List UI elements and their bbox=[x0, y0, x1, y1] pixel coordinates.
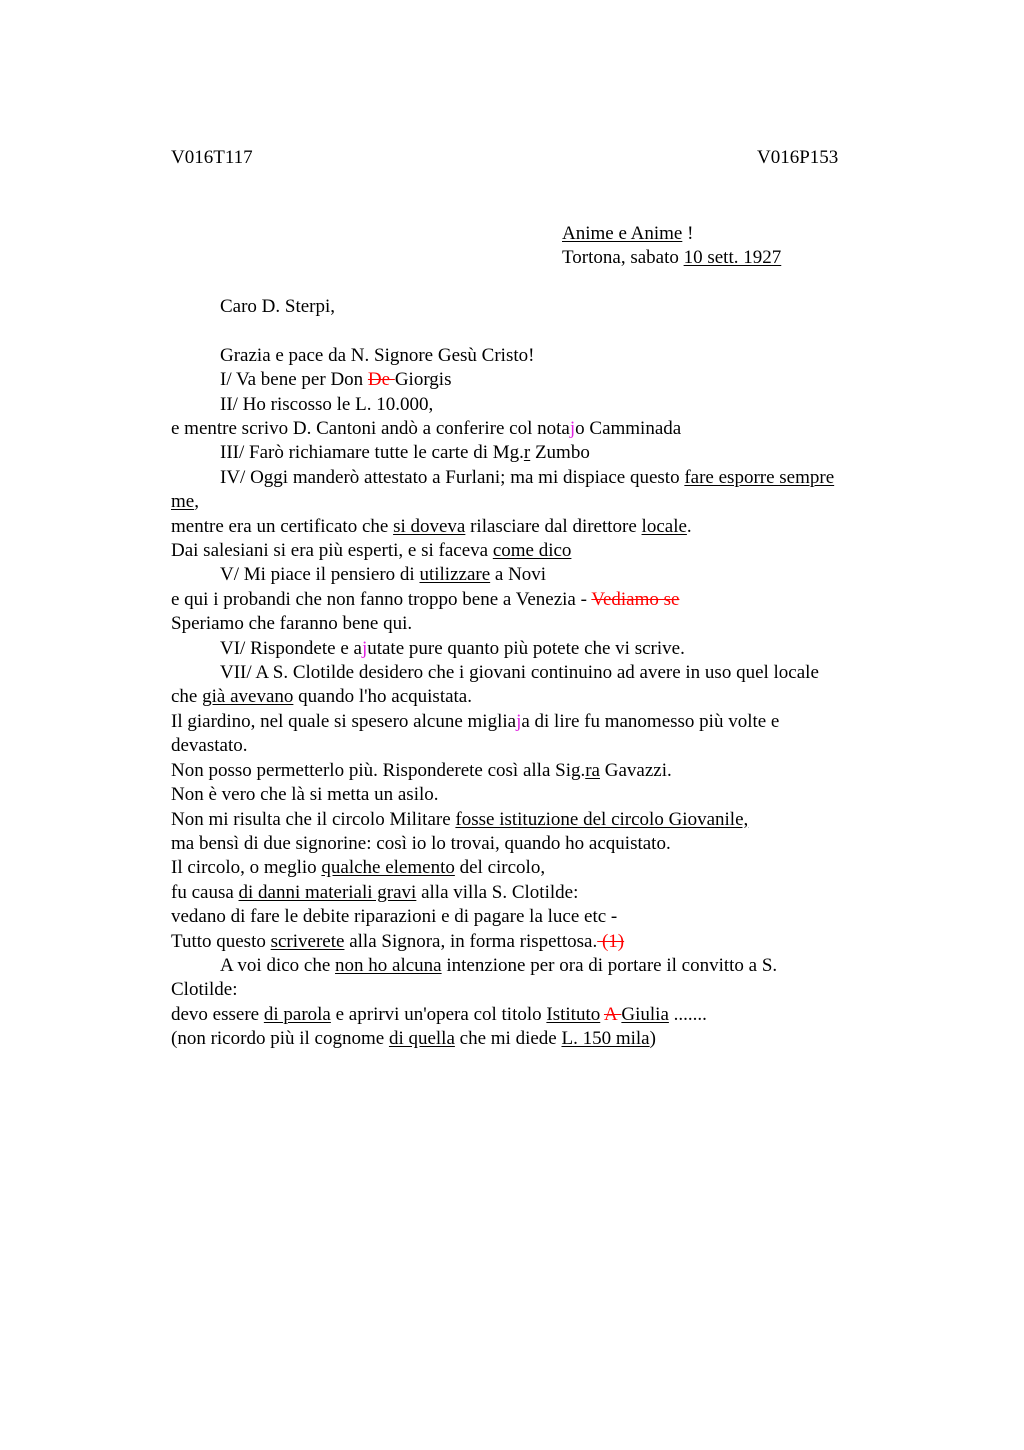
text-span: che bbox=[171, 686, 203, 708]
text-line: devastato. bbox=[171, 735, 248, 757]
text-line bbox=[171, 954, 901, 978]
text-line: ma bensì di due signorine: così io lo trovai, quando ho acquistato. bbox=[171, 832, 671, 854]
inserted-letter: j bbox=[516, 710, 522, 732]
text-line bbox=[171, 930, 901, 954]
text-span: del circolo, bbox=[454, 857, 546, 879]
text-span: mentre era un certificato che bbox=[171, 515, 394, 537]
underlined-text: di parola bbox=[263, 1003, 331, 1025]
text-span: Gavazzi. bbox=[600, 759, 672, 781]
deleted-text: Vediamo se bbox=[591, 588, 680, 610]
text-line: Non è vero che là si metta un asilo. bbox=[171, 784, 439, 806]
underlined-text: r bbox=[523, 442, 531, 464]
text-span: quando l'ho acquistata. bbox=[293, 686, 472, 708]
underlined-text: locale bbox=[641, 515, 687, 537]
text-line bbox=[171, 1003, 901, 1027]
text-span: (non ricordo più il cognome bbox=[171, 1028, 389, 1050]
text-span: Tutto questo bbox=[171, 930, 271, 952]
underlined-text: si doveva bbox=[393, 515, 466, 537]
underlined-text: me bbox=[171, 491, 195, 513]
text-span: Il giardino, nel quale si spesero alcune miglia bbox=[171, 710, 517, 732]
text-span: rilasciare dal direttore bbox=[465, 515, 642, 537]
text-line bbox=[171, 637, 901, 661]
underlined-text: utilizzare bbox=[419, 564, 491, 586]
text-span: Dai salesiani si era più esperti, e si faceva bbox=[171, 540, 493, 562]
underlined-text: fosse istituzione del circolo Giovanile, bbox=[455, 808, 749, 830]
text-line bbox=[171, 1027, 901, 1051]
deleted-text: (1) bbox=[597, 930, 625, 952]
text-line bbox=[171, 881, 901, 905]
deleted-text: De bbox=[367, 369, 395, 391]
document-reference-right: V016P153 bbox=[757, 147, 839, 168]
text-span: ) bbox=[649, 1028, 656, 1050]
underlined-text: di quella bbox=[388, 1028, 455, 1050]
text-span: A voi dico che bbox=[220, 954, 336, 976]
text-line bbox=[171, 441, 901, 465]
text-line bbox=[171, 710, 901, 734]
text-span: devo essere bbox=[171, 1003, 264, 1025]
text-span: che mi diede bbox=[454, 1028, 562, 1050]
text-span: VI/ Rispondete e a bbox=[220, 637, 362, 659]
text-line: vedano di fare le debite riparazioni e di pagare la luce etc - bbox=[171, 906, 618, 928]
text-span: ....... bbox=[668, 1003, 707, 1025]
text-line bbox=[171, 539, 901, 563]
underlined-text: di danni materiali gravi bbox=[238, 881, 417, 903]
text-span: Non posso permetterlo più. Risponderete così alla Sig. bbox=[171, 759, 586, 781]
inserted-letter: j bbox=[569, 418, 576, 440]
text-span: a Novi bbox=[490, 564, 547, 586]
text-span: Il circolo, o meglio bbox=[171, 857, 322, 879]
text-span: Zumbo bbox=[530, 442, 590, 464]
heading-title-exclamation: ! bbox=[682, 223, 694, 244]
text-span: V/ Mi piace il pensiero di bbox=[220, 564, 420, 586]
heading-place-date bbox=[562, 246, 781, 270]
underlined-text: qualche elemento bbox=[321, 857, 455, 879]
text-span: alla Signora, in forma rispettosa. bbox=[344, 930, 598, 952]
text-span: intenzione per ora di portare il convitto a S. bbox=[441, 954, 778, 976]
letter-body bbox=[171, 295, 901, 1052]
text-span: alla villa S. Clotilde: bbox=[416, 881, 579, 903]
underlined-text: ra bbox=[585, 759, 600, 781]
underlined-text: Giulia bbox=[621, 1003, 669, 1025]
text-span: e qui i probandi che non fanno troppo bene a Venezia - bbox=[171, 588, 592, 610]
letter-heading bbox=[562, 222, 781, 270]
text-line bbox=[171, 808, 901, 832]
blank-line bbox=[171, 319, 901, 343]
text-line bbox=[171, 856, 901, 880]
text-span: utate pure quanto più potete che vi scrive. bbox=[367, 637, 685, 659]
text-line bbox=[171, 588, 901, 612]
underlined-text: L. 150 mila bbox=[561, 1028, 650, 1050]
text-line bbox=[171, 563, 901, 587]
text-line bbox=[171, 685, 901, 709]
heading-title bbox=[562, 222, 781, 246]
deleted-text: A bbox=[603, 1003, 622, 1025]
heading-date: 10 sett. 1927 bbox=[683, 247, 782, 268]
text-span: e mentre scrivo D. Cantoni andò a conferire col nota bbox=[171, 418, 570, 440]
text-line: II/ Ho riscosso le L. 10.000, bbox=[220, 393, 434, 415]
underlined-text: Istituto bbox=[546, 1003, 601, 1025]
text-span: I/ Va bene per Don bbox=[220, 369, 368, 391]
text-line bbox=[171, 515, 901, 539]
text-span: Giorgis bbox=[394, 369, 452, 391]
document-reference-left: V016T117 bbox=[171, 147, 253, 168]
text-span: , bbox=[194, 491, 199, 513]
text-span: o Camminada bbox=[575, 418, 682, 440]
text-line bbox=[171, 417, 901, 441]
text-line: Speriamo che faranno bene qui. bbox=[171, 613, 413, 635]
underlined-text: non ho alcuna bbox=[335, 954, 442, 976]
text-line bbox=[171, 759, 901, 783]
text-span: . bbox=[686, 515, 692, 537]
text-span: Non mi risulta che il circolo Militare bbox=[171, 808, 456, 830]
text-span: e aprirvi un'opera col titolo bbox=[330, 1003, 547, 1025]
text-line: Clotilde: bbox=[171, 979, 238, 1001]
text-line bbox=[171, 466, 901, 490]
text-span: III/ Farò richiamare tutte le carte di Mg. bbox=[220, 442, 524, 464]
underlined-text: già avevano bbox=[202, 686, 294, 708]
salutation: Caro D. Sterpi, bbox=[220, 296, 336, 317]
text-span: IV/ Oggi manderò attestato a Furlani; ma mi dispiace questo bbox=[220, 466, 685, 488]
text-span: fu causa bbox=[171, 881, 239, 903]
heading-title-underlined: Anime e Anime bbox=[562, 223, 683, 244]
underlined-text: fare esporre sempre bbox=[684, 466, 835, 488]
underlined-text: scriverete bbox=[270, 930, 345, 952]
text-span: a di lire fu manomesso più volte e bbox=[521, 710, 780, 732]
text-line bbox=[171, 368, 901, 392]
underlined-text: come dico bbox=[492, 540, 572, 562]
text-line bbox=[171, 490, 901, 514]
text-line: VII/ A S. Clotilde desidero che i giovani continuino ad avere in uso quel locale bbox=[220, 662, 819, 684]
inserted-letter: j bbox=[361, 637, 368, 659]
greeting: Grazia e pace da N. Signore Gesù Cristo! bbox=[220, 344, 535, 366]
heading-place: Tortona, sabato bbox=[562, 247, 684, 268]
